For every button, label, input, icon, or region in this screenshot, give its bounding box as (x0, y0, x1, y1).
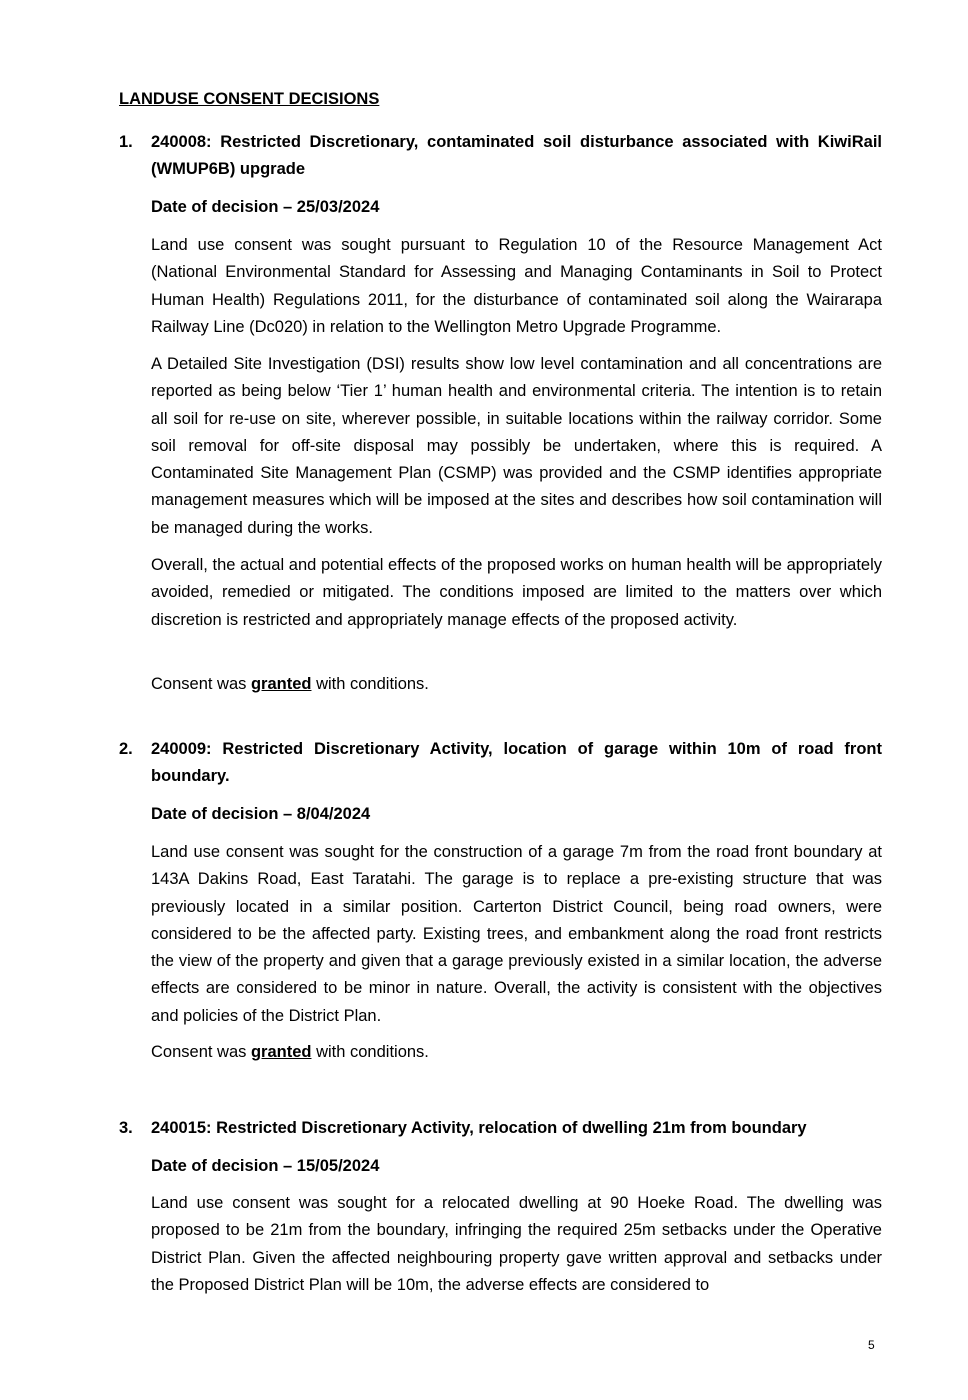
decision-date: Date of decision – 15/05/2024 (151, 1157, 380, 1175)
item-number: 1. (119, 133, 133, 151)
item-title: 240008: Restricted Discretionary, contaminated soil disturbance associated with KiwiRail (WMUP6B) upgrade (151, 133, 882, 179)
outcome-prefix: Consent was (151, 675, 251, 693)
decision-date: Date of decision – 8/04/2024 (151, 805, 371, 823)
item-number: 3. (119, 1119, 133, 1137)
body-paragraph: Land use consent was sought for a relocated dwelling at 90 Hoeke Road. The dwelling was proposed to be 21m from the boundary, infringing the required 25m setbacks under the Operative District Plan. Given the affected neighbouring property gave written approval and setbacks under the Proposed District Plan will be 10m, the adverse effects are considered to (151, 1194, 882, 1294)
item-title: 240015: Restricted Discretionary Activity, relocation of dwelling 21m from boundary (151, 1119, 807, 1137)
outcome-suffix: with conditions. (311, 1043, 429, 1061)
section-heading: LANDUSE CONSENT DECISIONS (119, 90, 380, 108)
outcome-suffix: with conditions. (311, 675, 429, 693)
body-paragraph: Overall, the actual and potential effects of the proposed works on human health will be appropriately avoided, remedied or mitigated. The conditions imposed are limited to the matters over which discretion is restricted and appropriately manage effects of the proposed activity. (151, 556, 882, 629)
page-number: 5 (868, 1338, 875, 1352)
consent-outcome (151, 1039, 882, 1066)
item-number: 2. (119, 740, 133, 758)
body-paragraph: Land use consent was sought for the construction of a garage 7m from the road front boundary at 143A Dakins Road, East Taratahi. The garage is to replace a pre-existing structure that was previously located in a similar position. Carterton District Council, being road owners, were considered to be the affected party. Existing trees, and embankment along the road front restricts the view of the property and given that a garage previously existed in a similar location, the adverse effects are considered to be minor in nature. Overall, the activity is consistent with the objectives and policies of the District Plan. (151, 843, 882, 1025)
outcome-prefix: Consent was (151, 1043, 251, 1061)
item-title: 240009: Restricted Discretionary Activity, location of garage within 10m of road front boundary. (151, 740, 882, 786)
consent-outcome (151, 671, 882, 698)
outcome-decision: granted (250, 675, 312, 693)
body-paragraph: Land use consent was sought pursuant to Regulation 10 of the Resource Management Act (National Environmental Standard for Assessing and Managing Contaminants in Soil to Protect Human Health) Regulations 2011, for the disturbance of contaminated soil along the Wairarapa Railway Line (Dc020) in relation to the Wellington Metro Upgrade Programme. (151, 236, 882, 336)
outcome-decision: granted (250, 1043, 312, 1061)
decision-date: Date of decision – 25/03/2024 (151, 198, 380, 216)
body-paragraph: A Detailed Site Investigation (DSI) results show low level contamination and all concentrations are reported as being below ‘Tier 1’ human health and environmental criteria. The intention is to retain all soil for re-use on site, wherever possible, in suitable locations within the railway corridor. Some soil removal for off-site disposal may possibly be undertaken, where this is required. A Contaminated Site Management Plan (CSMP) was provided and the CSMP identifies appropriate management measures which will be imposed at the sites and describes how soil contamination will be managed during the works. (151, 355, 882, 537)
